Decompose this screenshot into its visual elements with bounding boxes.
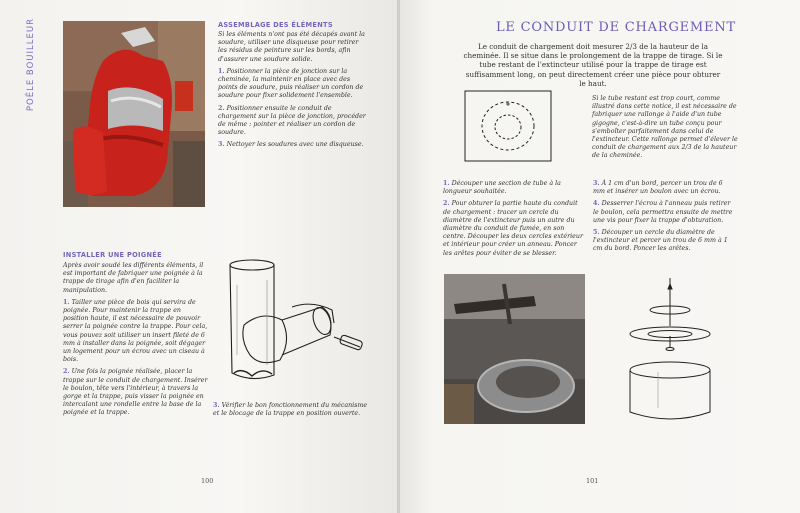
side-note: Si le tube restant est trop court, comme illustré dans cette notice, il est nécessaire de fabriquer une rallonge à l'aide d'un tube gigogne, c'est-à-dire un tube conçu pour s'emboîter parfaitement dans celui de l'extincteur. Cette rallonge permet d'élever le conduit de chargement aux 2/3 de la hauteur de la cheminée. bbox=[592, 95, 738, 160]
step-number: 3. bbox=[593, 180, 600, 187]
step-text: Nettoyer les soudures avec une disqueuse. bbox=[226, 141, 364, 149]
steps-column-2 bbox=[593, 180, 736, 258]
page-number: 100 bbox=[201, 477, 214, 485]
step-text: Vérifier le bon fonctionnement du mécanisme et le blocage de la trappe en position ouverte. bbox=[213, 402, 368, 418]
step-number: 1. bbox=[63, 298, 70, 306]
page-intro: Le conduit de chargement doit mesurer 2/3 de la hauteur de la cheminée. Il se situe dans le prolongement de la trappe de tirage. Si le tube restant de l'extincteur utilisé pour la trappe de tirage est suffisamment long, on peut directement créer une pièce pour obturer le haut. bbox=[463, 42, 723, 88]
step-number: 4. bbox=[593, 200, 600, 208]
assembly-step bbox=[218, 141, 368, 149]
handle-illustration bbox=[222, 255, 372, 390]
assembly-intro: Si les éléments n'ont pas été décapés avant la soudure, utiliser une disqueuse pour retirer les résidus de peinture sur les bords, afin d'assurer une soudure solide. bbox=[218, 31, 365, 63]
handle-intro: Après avoir soudé les différents éléments, il est important de fabriquer une poignée à la trappe de tirage afin d'en faciliter la manipulation. bbox=[63, 262, 204, 294]
step-number: 2. bbox=[443, 200, 450, 208]
step-item bbox=[443, 200, 585, 257]
step-text: À 1 cm d'un bord, percer un trou de 6 mm et insérer un boulon avec un écrou. bbox=[593, 180, 723, 196]
ring-template-illustration bbox=[462, 88, 554, 164]
step-number: 5. bbox=[593, 229, 600, 237]
left-page bbox=[0, 0, 398, 513]
step-text: Pour obturer la partie haute du conduit de chargement : tracer un cercle du diamètre de l'extincteur puis un autre du diamètre du conduit de fumée, en son centre. Découper les deux cercles extérieur et intérieur pour créer un anneau. Poncer les arêtes pour éviter de se blesser. bbox=[443, 200, 583, 257]
handle-step-3 bbox=[213, 402, 373, 418]
step-number: 2. bbox=[218, 104, 225, 112]
trap-assembly-illustration bbox=[628, 276, 738, 430]
handle-step bbox=[63, 299, 208, 365]
step-number: 3. bbox=[213, 402, 220, 409]
step-item bbox=[593, 229, 736, 254]
step-text: Découper un cercle du diamètre de l'extincteur et percer un trou de 6 mm à 1 cm du bord. Poncer les arêtes. bbox=[593, 229, 728, 253]
page-title: LE CONDUIT DE CHARGEMENT bbox=[496, 20, 736, 35]
metal-ring-photo bbox=[444, 274, 585, 424]
assembly-step bbox=[218, 68, 368, 101]
section-heading-assembly: ASSEMBLAGE DES ÉLÉMENTS bbox=[218, 21, 333, 29]
step-text: Positionner la pièce de jonction sur la cheminée, la maintenir en place avec des points de soudure, puis réaliser un cordon de soudure pour fixer solidement l'ensemble. bbox=[218, 67, 364, 100]
section-heading-handle: INSTALLER UNE POIGNÉE bbox=[63, 251, 162, 259]
step-text: Découper une section de tube à la longueur souhaitée. bbox=[443, 180, 561, 196]
step-item bbox=[443, 180, 585, 196]
step-number: 3. bbox=[218, 141, 225, 149]
steps-column-1 bbox=[443, 180, 585, 262]
assembly-text bbox=[218, 31, 368, 154]
step-text: Une fois la poignée réalisée, placer la trappe sur le conduit de chargement. Insérer le boulon, tête vers l'intérieur, à travers la gorge et la trappe, puis visser la poignée en intercalant une rondelle entre la base de la poignée et la trappe. bbox=[63, 368, 208, 417]
step-text: Positionner ensuite le conduit de chargement sur la pièce de jonction, procéder de même : pointer et réaliser un cordon de soudure. bbox=[218, 104, 366, 137]
handle-step bbox=[63, 368, 208, 417]
assembly-step bbox=[218, 105, 368, 138]
step-text: Tailler une pièce de bois qui servira de poignée. Pour maintenir la trappe en position haute, il est nécessaire de pouvoir serrer la poignée contre la trappe. Pour cela, vous pouvez soit utiliser un insert fileté de 6 mm à installer dans la poignée, soit dégager un logement pour un écrou avec un ciseau à bois. bbox=[63, 298, 208, 364]
welding-photo bbox=[63, 21, 205, 207]
step-number: 1. bbox=[218, 67, 225, 75]
step-text: Desserrer l'écrou à l'anneau puis retirer le boulon, cela permettra ensuite de mettre une vis pour fixer la trappe d'obturation. bbox=[593, 200, 733, 224]
step-item bbox=[593, 200, 736, 225]
step-item bbox=[593, 180, 736, 196]
page-number: 101 bbox=[586, 477, 599, 485]
step-number: 1. bbox=[443, 180, 450, 187]
handle-text bbox=[63, 262, 208, 422]
running-header: POÊLE BOUILLEUR bbox=[26, 18, 36, 112]
right-page bbox=[400, 0, 800, 513]
step-number: 2. bbox=[63, 368, 70, 376]
